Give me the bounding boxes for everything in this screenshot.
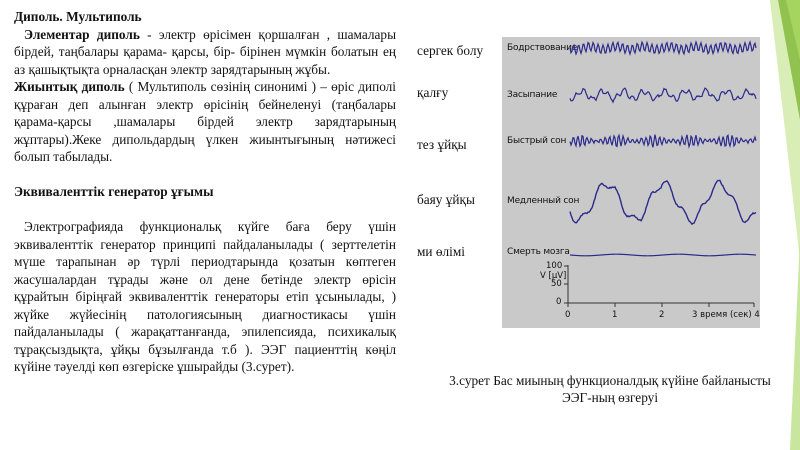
x-tick-2: 2 [659,310,665,320]
x-axis-label: 3 время (сек) 4 [692,310,760,320]
eeg-trace-slow-sleep [570,180,756,224]
trace-label-slow-sleep: Медленный сон [507,196,580,206]
y-tick-0: 0 [556,297,562,307]
term-elementary-dipole: Элементар диполь [24,26,140,42]
figure-caption: 3.сурет Бас миының функционалдық күйіне байланысты ЭЭГ-ның өзгеруі [449,373,771,405]
label-brain-death: ми өлімі [417,244,465,259]
eeg-trace-rem-sleep [570,135,756,148]
paragraph-elementary-dipole [14,26,396,79]
label-drowsiness: қалғу [417,85,449,100]
heading-equivalent-generator: Эквиваленттік генератор ұғымы [14,184,214,199]
eeg-trace-wakefulness [570,42,756,54]
eeg-traces [502,37,760,328]
trace-label-rem-sleep: Быстрый сон [507,136,567,146]
eeg-trace-drowsiness [570,88,756,102]
label-slow-sleep: баяу ұйқы [417,192,475,207]
label-rem-sleep: тез ұйқы [417,137,467,152]
y-tick-100: 100 [546,261,563,271]
y-tick-50: 50 [551,279,562,289]
x-tick-0: 0 [565,310,571,320]
eeg-figure [502,37,760,328]
x-tick-1: 1 [612,310,618,320]
slide-text [14,8,396,376]
slide-title: Диполь. Мультиполь [14,9,142,24]
label-wakefulness: сергек болу [417,43,484,58]
definition-elementary-dipole: - электр өрісімен қоршалған , шамалары бірдей, таңбалары қарама- қарсы, бір- бірінен мүмкін болатын ең аз қашықтықта орналасқан электр зарядтарының жұбы. [14,26,396,77]
term-total-dipole: Жиынтық диполь [14,79,125,94]
y-axis-label: V [μV] [540,271,567,281]
trace-label-brain-death: Смерть мозга [507,247,570,257]
paragraph-electrography: Электрографияда функциональқ күйге баға беру үшін эквиваленттік генератор принципі пайдаланылады ( зерттелетін мүше тарапынан әр түрлі периодтарында қозатын көптеген жасушалардан тұрады және ол дене бетінде электр өрісін құрайтын біріңғай эквиваленттік генераторы етіп ұсынылады, ) жүйке жүйесінің патологиясының диагностикасы үшін пайдаланылады ( жарақаттанғанда, эпилепсияда, психикалық тұрақсыздықта, ұйқы бұзылғанда т.б ). ЭЭГ пациенттің көңіл күйіне тәуелді көп өзгеріске ұшырайды (3.сурет). [14,219,396,374]
trace-label-wakefulness: Бодрствование [507,43,578,53]
eeg-trace-brain-death [570,254,756,256]
paragraph-total-dipole [14,78,396,166]
trace-label-drowsiness: Засыпание [507,90,558,100]
definition-total-dipole: ( Мультиполь сөзінің синонимі ) – өріс диполі құраған деп алынған электр өрісінің бейнеленуі (таңбалары қарама-қарсы ,шамалары бірдей электр зарядтарының жұптары).Жеке дипольдардың үлкен жиынтығының нәтижесі болып табылады. [14,79,396,164]
